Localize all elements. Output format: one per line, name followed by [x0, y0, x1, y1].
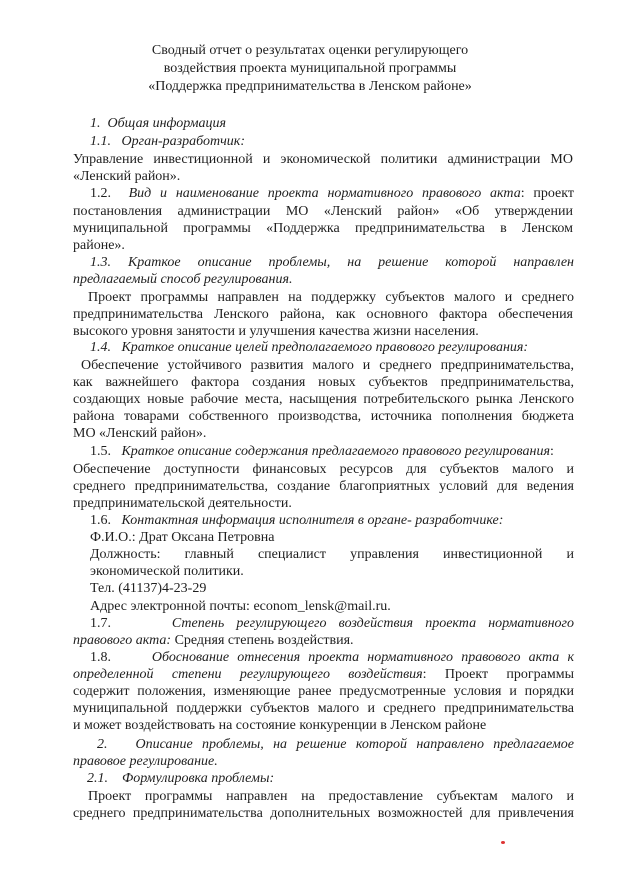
section-1-4-heading: 1.4. Краткое описание целей предполагаемого правового регулирования:: [90, 340, 529, 355]
report-title-line-3: «Поддержка предпринимательства в Ленском районе»: [148, 79, 472, 94]
section-1-5-text-line-2: среднего предпринимательства, создание благоприятных условий для ведения: [73, 479, 574, 494]
ink-dot: [501, 841, 505, 844]
section-1-6-heading: 1.6. Контактная информация исполнителя в органе- разработчике:: [90, 513, 504, 528]
section-1-4-text-line-2: как важнейшего фактора создания новых субъектов предпринимательства,: [73, 375, 574, 390]
section-1-5-text-line-1: Обеспечение доступности финансовых ресурсов для субъектов малого и: [73, 462, 574, 477]
section-1-heading: 1. Общая информация: [90, 116, 227, 131]
section-1-8-line-2: определенной степени регулирующего воздействия: Проект программы: [73, 667, 574, 682]
contact-email: Адрес электронной почты: econom_lensk@mail.ru.: [90, 599, 391, 614]
contact-phone: Тел. (41137)4-23-29: [90, 581, 207, 596]
section-1-8-line-3: содержит положения, изменяющие ранее предусмотренные условия и порядки: [73, 684, 574, 699]
section-1-8-line-1: 1.8. Обоснование отнесения проекта нормативного правового акта к: [90, 650, 574, 665]
report-title-line-2: воздействия проекта муниципальной программы: [163, 61, 457, 76]
section-1-4-text-line-4: района товарами собственного производства, источника пополнения бюджета: [73, 409, 574, 424]
section-1-1-text-line-1: Управление инвестиционной и экономической политики администрации МО: [73, 152, 573, 167]
section-1-4-text-line-5: МО «Ленский район».: [73, 426, 207, 441]
section-2-1-text-line-2: среднего предпринимательства дополнительных возможностей для привлечения: [73, 806, 574, 821]
section-1-4-text-line-1: Обеспечение устойчивого развития малого и среднего предпринимательства,: [81, 358, 574, 373]
contact-position-line-1: Должность: главный специалист управления инвестиционной и: [90, 547, 574, 562]
section-2-line-1: 2. Описание проблемы, на решение которой направлено предлагаемое: [97, 737, 574, 752]
section-1-7-line-1: 1.7. Степень регулирующего воздействия проекта нормативного: [90, 616, 575, 631]
section-1-3-line-1: 1.3. Краткое описание проблемы, на решение которой направлен: [90, 255, 574, 270]
section-1-8-line-5: и может воздействовать на состояние конкуренции в Ленском районе: [73, 718, 487, 733]
contact-position-line-2: экономической политики.: [90, 564, 244, 579]
section-1-2-line-3: муниципальной программы «Поддержка предпринимательства в Ленском: [73, 221, 573, 236]
report-title-line-1: Сводный отчет о результатах оценки регулирующего: [151, 43, 469, 58]
section-1-2-line-2: постановления администрации МО «Ленский район» «Об утверждении: [73, 204, 573, 219]
section-2-line-2: правовое регулирование.: [73, 754, 218, 769]
contact-fio: Ф.И.О.: Драт Оксана Петровна: [90, 530, 275, 545]
section-1-8-line-4: муниципальной поддержки субъектов малого и среднего предпринимательства: [73, 701, 574, 716]
section-2-1-heading: 2.1. Формулировка проблемы:: [87, 771, 275, 786]
section-1-3-line-2: предлагаемый способ регулирования.: [73, 272, 293, 287]
section-1-2-line-4: районе».: [73, 238, 125, 253]
section-1-5-heading: 1.5. Краткое описание содержания предлагаемого правового регулирования:: [90, 444, 554, 459]
section-1-3-text-line-3: высокого уровня занятости и улучшения качества жизни населения.: [73, 324, 479, 339]
section-1-5-text-line-3: предпринимательской деятельности.: [73, 496, 292, 511]
section-1-1-heading: 1.1. Орган-разработчик:: [90, 134, 245, 149]
section-1-4-text-line-3: создающих новые рабочие места, насыщения потребительского рынка Ленского: [73, 392, 574, 407]
section-1-1-text-line-2: «Ленский район».: [73, 169, 181, 184]
section-1-2-line-1: 1.2. Вид и наименование проекта нормативного правового акта: проект: [90, 186, 574, 201]
section-1-7-line-2: правового акта: Средняя степень воздействия.: [73, 633, 354, 648]
section-1-3-text-line-1: Проект программы направлен на поддержку субъектов малого и среднего: [88, 290, 574, 305]
section-2-1-text-line-1: Проект программы направлен на предоставление субъектам малого и: [88, 789, 574, 804]
section-1-3-text-line-2: предпринимательства Ленского района, как основного фактора обеспечения: [73, 307, 573, 322]
